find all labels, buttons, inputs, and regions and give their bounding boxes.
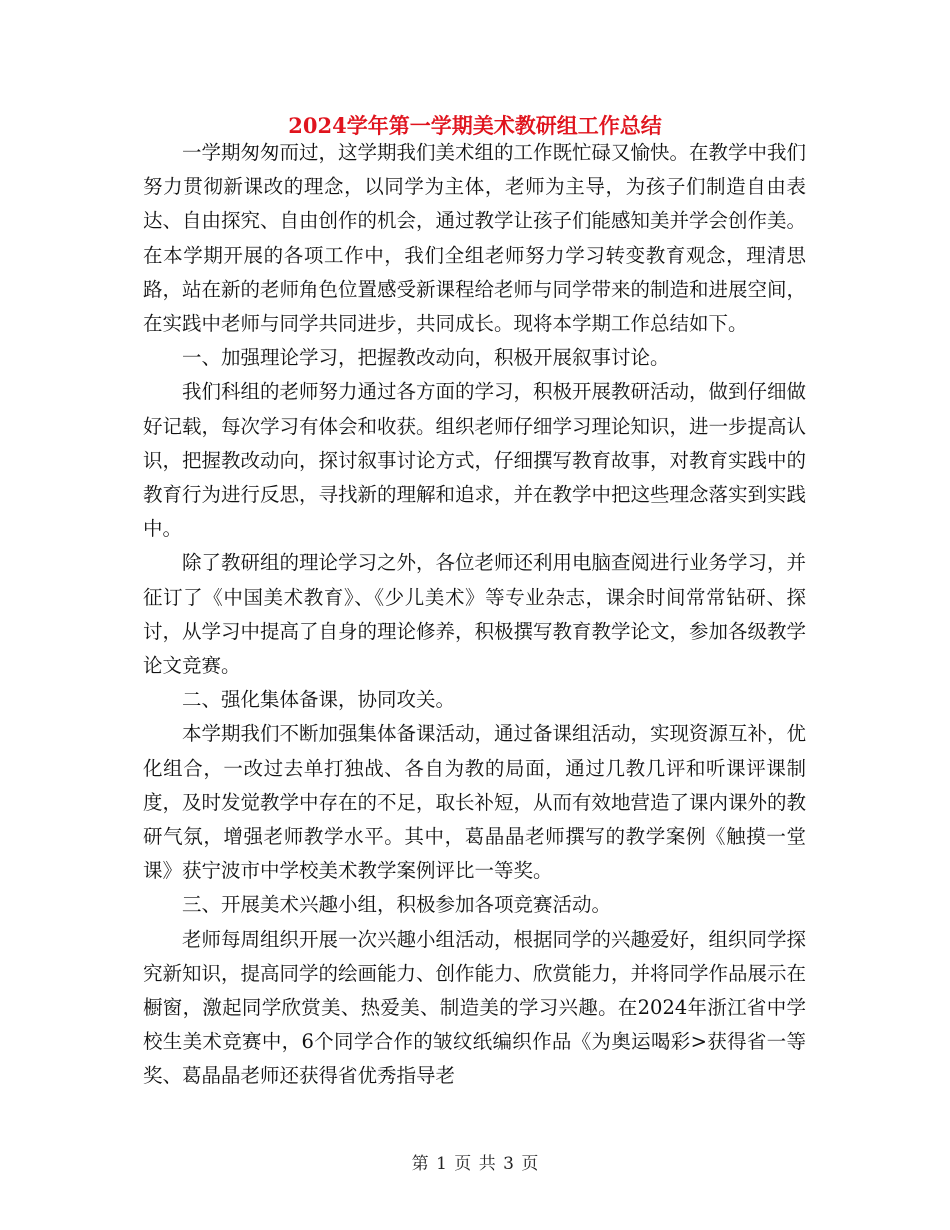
footer-page-word: 第 xyxy=(411,1154,429,1174)
footer-total-unit: 页 xyxy=(521,1154,539,1174)
section-heading-2: 二、强化集体备课，协同攻关。 xyxy=(182,688,456,712)
document-body xyxy=(143,136,806,1094)
page-footer xyxy=(0,1152,950,1176)
section-heading-3: 三、开展美术兴趣小组，积极参加各项竞赛活动。 xyxy=(182,893,612,917)
paragraph-section-3: 老师每周组织开展一次兴趣小组活动，根据同学的兴趣爱好，组织同学探究新知识，提高同学的绘画能力、创作能力、欣赏能力，并将同学作品展示在橱窗，激起同学欣赏美、热爱美、制造美的学习兴趣。在2024年浙江省中学校生美术竞赛中，6个同学合作的皱纹纸编织作品《为奥运喝彩>获得省一等奖、葛晶晶老师还获得省优秀指导老 xyxy=(143,927,807,1088)
document-title: 2024学年第一学期美术教研组工作总结 xyxy=(288,113,662,138)
paragraph-section-2: 本学期我们不断加强集体备课活动，通过备课组活动，实现资源互补，优化组合，一改过去单打独战、各自为教的局面，通过几教几评和听课评课制度，及时发觉教学中存在的不足，取长补短，从而有效地营造了课内课外的教研气氛，增强老师教学水平。其中，葛晶晶老师撰写的教学案例《触摸一堂课》获宁波市中学校美术教学案例评比一等奖。 xyxy=(143,722,807,883)
paragraph-section-1b: 除了教研组的理论学习之外，各位老师还利用电脑查阅进行业务学习，并征订了《中国美术教育》、《少儿美术》等专业杂志，课余时间常常钻研、探讨，从学习中提高了自身的理论修养，积极撰写教育教学论文，参加各级教学论文竞赛。 xyxy=(143,551,807,678)
footer-total-word: 共 xyxy=(478,1154,496,1174)
footer-page-number: 1 xyxy=(436,1154,447,1174)
footer-total-pages: 3 xyxy=(503,1154,514,1174)
paragraph-intro: 一学期匆匆而过，这学期我们美术组的工作既忙碌又愉快。在教学中我们努力贯彻新课改的理念，以同学为主体，老师为主导，为孩子们制造自由表达、自由探究、自由创作的机会，通过教学让孩子们能感知美并学会创作美。在本学期开展的各项工作中，我们全组老师努力学习转变教育观念，理清思路，站在新的老师角色位置感受新课程给老师与同学带来的制造和进展空间，在实践中老师与同学共同进步，共同成长。现将本学期工作总结如下。 xyxy=(143,141,807,336)
paragraph-section-1a: 我们科组的老师努力通过各方面的学习，积极开展教研活动，做到仔细做好记载，每次学习有体会和收获。组织老师仔细学习理论知识，进一步提高认识，把握教改动向，探讨叙事讨论方式，仔细撰写教育故事，对教育实践中的教育行为进行反思，寻找新的理解和追求，并在教学中把这些理念落实到实践中。 xyxy=(143,380,807,541)
section-heading-1: 一、加强理论学习，把握教改动向，积极开展叙事讨论。 xyxy=(182,346,670,370)
footer-page-unit: 页 xyxy=(454,1154,472,1174)
